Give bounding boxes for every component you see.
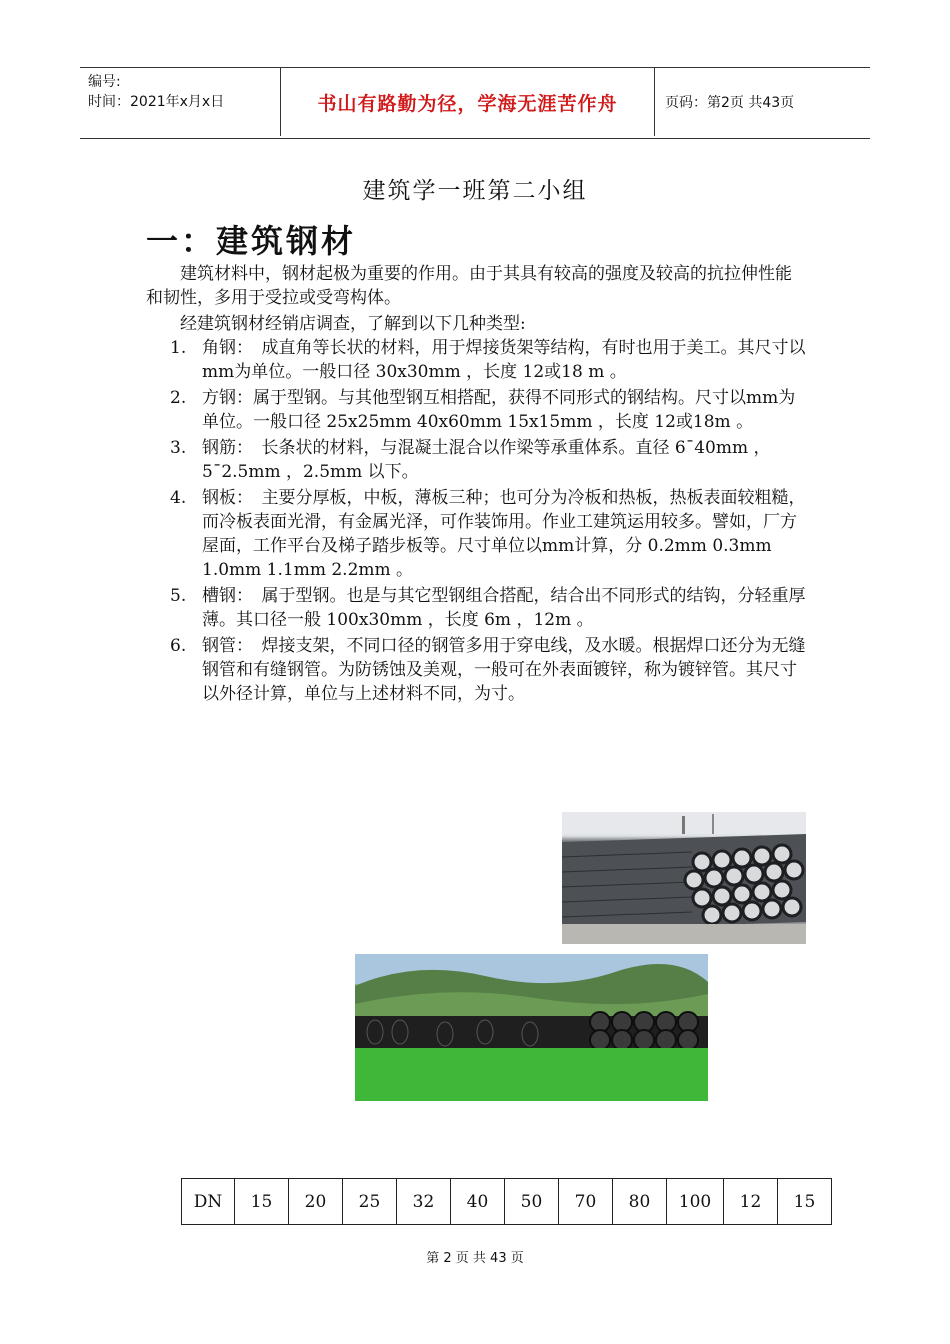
- header-page-info: 页码：第2页 共43页: [665, 95, 795, 111]
- group-title: 建筑学一班第二小组: [362, 178, 588, 204]
- item-number: 4.: [170, 488, 187, 508]
- dn-size-table: [181, 1178, 832, 1225]
- table-cell: 32: [397, 1179, 451, 1225]
- pipes-on-grass-illustration: [355, 954, 708, 1101]
- table-cell: 70: [559, 1179, 613, 1225]
- steel-pipes-stack-photo: [562, 812, 806, 944]
- list-item: [170, 436, 810, 484]
- header-motto: 书山有路勤为径，学海无涯苦作舟: [280, 68, 655, 136]
- item-text: 钢管： 焊接支架，不同口径的钢管多用于穿电线，及水暖。根据焊口还分为无缝钢管和有缝钢管。为防锈蚀及美观，一般可在外表面镀锌，称为镀锌管。其尺寸以外径计算，单位与上述材料不同，为寸。: [202, 636, 806, 704]
- item-number: 2.: [170, 388, 187, 408]
- table-cell: 80: [613, 1179, 667, 1225]
- header-meta: [88, 72, 224, 112]
- list-item: [170, 486, 810, 582]
- code-label: 编号:: [88, 74, 121, 90]
- list-item: [170, 386, 810, 434]
- table-cell: 20: [289, 1179, 343, 1225]
- item-number: 1.: [170, 338, 187, 358]
- item-number: 3.: [170, 438, 187, 458]
- list-item: [170, 634, 810, 706]
- item-text: 钢板： 主要分厚板，中板，薄板三种；也可分为冷板和热板，热板表面较粗糙，而冷板表面光滑，有金属光泽，可作装饰用。作业工建筑运用较多。譬如，厂方屋面，工作平台及梯子踏步板等。尺寸单位以mm计算，分 0.2mm 0.3mm 1.0mm 1.1mm 2.2mm 。: [202, 488, 806, 580]
- item-text: 角钢： 成直角等长状的材料，用于焊接货架等结构，有时也用于美工。其尺寸以mm为单位。一般口径 30x30mm ，长度 12或18 m 。: [202, 338, 806, 382]
- item-text: 槽钢： 属于型钢。也是与其它型钢组合搭配，结合出不同形式的结钩，分轻重厚薄。其口径一般 100x30mm ，长度 6m ，12m 。: [202, 586, 806, 630]
- steel-pipes-stack-illustration: [562, 812, 806, 944]
- item-text: 方钢：属于型钢。与其他型钢互相搭配，获得不同形式的钢结构。尺寸以mm为单位。一般口径 25x25mm 40x60mm 15x15mm ，长度 12或18m 。: [202, 388, 796, 432]
- table-cell: 40: [451, 1179, 505, 1225]
- intro-paragraph: 建筑材料中，钢材起极为重要的作用。由于其具有较高的强度及较高的抗拉伸性能和韧性，多用于受拉或受弯构体。: [146, 264, 792, 308]
- table-cell: 50: [505, 1179, 559, 1225]
- list-item: [170, 336, 810, 384]
- page-footer: 第 2 页 共 43 页: [426, 1251, 524, 1266]
- item-number: 5.: [170, 586, 187, 606]
- table-cell: 15: [778, 1179, 832, 1225]
- table-cell: DN: [182, 1179, 235, 1225]
- intro-survey: 经建筑钢材经销店调查，了解到以下几种类型:: [146, 314, 526, 334]
- table-row: [182, 1179, 832, 1225]
- item-text: 钢筋： 长条状的材料，与混凝土混合以作梁等承重体系。直径 6¯40mm ，5¯2.5mm ，2.5mm 以下。: [202, 438, 771, 482]
- page-header: [80, 67, 870, 139]
- table-cell: 15: [235, 1179, 289, 1225]
- steel-type-list: [170, 336, 810, 706]
- list-item: [170, 584, 810, 632]
- pipes-on-grass-photo: [355, 954, 708, 1101]
- table-cell: 25: [343, 1179, 397, 1225]
- section-title: 一：建筑钢材: [146, 222, 357, 260]
- time-label: 时间：2021年x月x日: [88, 94, 225, 110]
- table-cell: 100: [667, 1179, 724, 1225]
- table-cell: 12: [724, 1179, 778, 1225]
- item-number: 6.: [170, 636, 187, 656]
